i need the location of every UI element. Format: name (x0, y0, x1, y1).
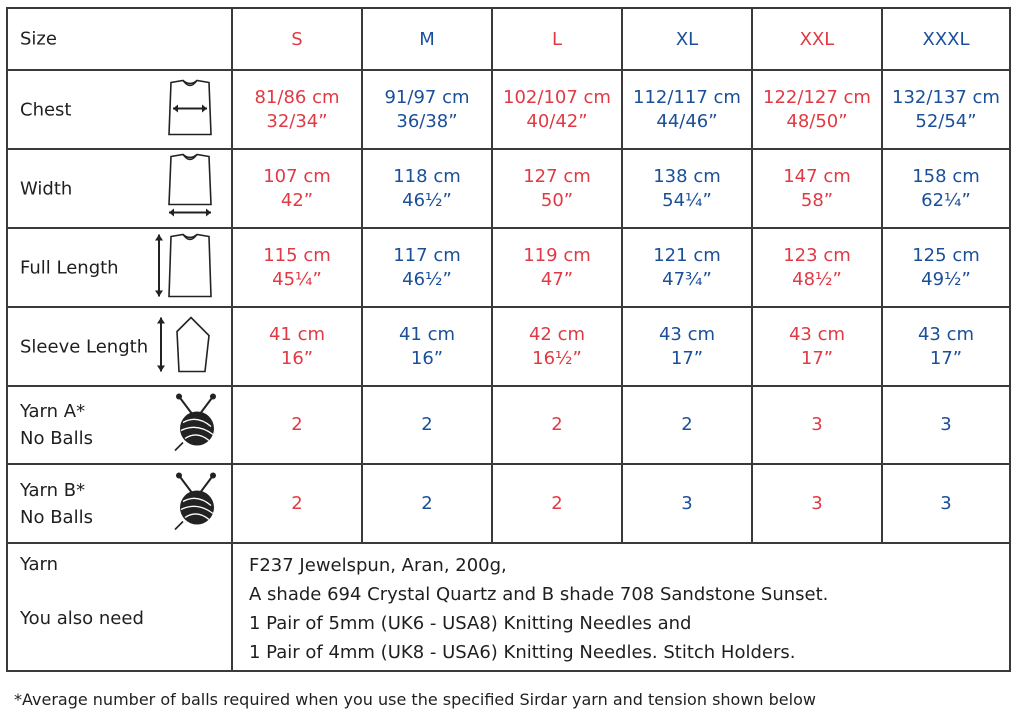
inch-value: 48/50” (786, 110, 848, 132)
sleeve-length-xxl (752, 307, 882, 386)
cm-value: 132/137 cm (892, 86, 1000, 108)
width-row (7, 149, 1010, 228)
yarn-info-label-cell (7, 543, 232, 671)
yarn-b-label: Yarn B* No Balls (20, 479, 93, 528)
inch-value: 42” (280, 189, 314, 211)
size-xxxl: XXXL (882, 8, 1010, 70)
cm-value: 122/127 cm (763, 86, 871, 108)
yarn-b-m: 2 (362, 464, 492, 543)
yarn-line: A shade 694 Crystal Quartz and B shade 708 Sandstone Sunset. (249, 584, 829, 605)
chest-s (232, 70, 362, 149)
cm-value: 102/107 cm (503, 86, 611, 108)
cm-value: 43 cm (917, 323, 975, 345)
yarn-ball-icon (173, 471, 219, 536)
sleeve-length-l (492, 307, 622, 386)
cm-value: 115 cm (263, 244, 331, 266)
width-label-cell (7, 149, 232, 228)
sleeve-measure-icon (153, 313, 219, 380)
size-s: S (232, 8, 362, 70)
cm-value: 121 cm (653, 244, 721, 266)
cm-value: 138 cm (653, 165, 721, 187)
chest-xl (622, 70, 752, 149)
chest-row (7, 70, 1010, 149)
chest-xxxl (882, 70, 1010, 149)
yarn-a-xxl: 3 (752, 386, 882, 464)
yarn-b-l: 2 (492, 464, 622, 543)
inch-value: 58” (800, 189, 834, 211)
inch-value: 46½” (402, 189, 452, 211)
size-xl: XL (622, 8, 752, 70)
full-length-l (492, 228, 622, 307)
inch-value: 17” (670, 347, 704, 369)
size-header-label: Size (20, 28, 57, 50)
inch-value: 45¼” (272, 268, 322, 290)
cm-value: 41 cm (398, 323, 456, 345)
yarn-b-xl: 3 (622, 464, 752, 543)
sleeve-length-label: Sleeve Length (20, 336, 149, 357)
full-length-xxxl (882, 228, 1010, 307)
yarn-label: Yarn (20, 554, 59, 575)
inch-value: 40/42” (526, 110, 588, 132)
needles-line: 1 Pair of 4mm (UK8 - USA6) Knitting Needles. Stitch Holders. (249, 642, 796, 663)
inch-value: 44/46” (656, 110, 718, 132)
cm-value: 125 cm (912, 244, 980, 266)
cm-value: 123 cm (783, 244, 851, 266)
width-s (232, 149, 362, 228)
width-xxl (752, 149, 882, 228)
footnote: *Average number of balls required when you use the specified Sirdar yarn and tension shown below (14, 690, 816, 709)
sleeve-length-m (362, 307, 492, 386)
cm-value: 119 cm (523, 244, 591, 266)
yarn-a-s: 2 (232, 386, 362, 464)
full-length-xxl (752, 228, 882, 307)
yarn-b-row (7, 464, 1010, 543)
inch-value: 47” (540, 268, 574, 290)
inch-value: 49½” (921, 268, 971, 290)
yarn-ball-icon (173, 393, 219, 458)
sleeve-length-xxxl (882, 307, 1010, 386)
cm-value: 42 cm (528, 323, 586, 345)
width-xxxl (882, 149, 1010, 228)
full-length-row (7, 228, 1010, 307)
yarn-a-label: Yarn A* No Balls (20, 401, 93, 449)
yarn-b-xxxl: 3 (882, 464, 1010, 543)
size-l: L (492, 8, 622, 70)
sleeve-length-xl (622, 307, 752, 386)
size-header-label-cell (7, 8, 232, 70)
full-length-xl (622, 228, 752, 307)
width-label: Width (20, 178, 73, 199)
yarn-a-m: 2 (362, 386, 492, 464)
cm-value: 81/86 cm (254, 86, 340, 108)
cm-value: 117 cm (393, 244, 461, 266)
inch-value: 48½” (792, 268, 842, 290)
inch-value: 52/54” (915, 110, 977, 132)
inch-value: 17” (800, 347, 834, 369)
size-header-row (7, 8, 1010, 70)
cm-value: 43 cm (788, 323, 846, 345)
sleeve-length-s (232, 307, 362, 386)
sleeve-length-row (7, 307, 1010, 386)
cm-value: 112/117 cm (633, 86, 741, 108)
chest-m (362, 70, 492, 149)
inch-value: 16½” (532, 347, 582, 369)
chest-l (492, 70, 622, 149)
size-m: M (362, 8, 492, 70)
length-measure-icon (153, 230, 219, 305)
cm-value: 41 cm (268, 323, 326, 345)
cm-value: 127 cm (523, 165, 591, 187)
inch-value: 16” (410, 347, 444, 369)
chest-label-cell (7, 70, 232, 149)
yarn-b-xxl: 3 (752, 464, 882, 543)
inch-value: 50” (540, 189, 574, 211)
sleeve-length-label-cell (7, 307, 232, 386)
full-length-s (232, 228, 362, 307)
full-length-label-cell (7, 228, 232, 307)
chest-measure-icon (161, 76, 219, 143)
cm-value: 91/97 cm (384, 86, 470, 108)
inch-value: 36/38” (396, 110, 458, 132)
width-xl (622, 149, 752, 228)
width-m (362, 149, 492, 228)
cm-value: 147 cm (783, 165, 851, 187)
yarn-b-label-cell (7, 464, 232, 543)
yarn-a-l: 2 (492, 386, 622, 464)
yarn-info-text (232, 543, 1010, 671)
width-measure-icon (161, 152, 219, 225)
yarn-a-xl: 2 (622, 386, 752, 464)
yarn-a-xxxl: 3 (882, 386, 1010, 464)
yarn-b-s: 2 (232, 464, 362, 543)
cm-value: 107 cm (263, 165, 331, 187)
size-xxl: XXL (752, 8, 882, 70)
yarn-a-label-cell (7, 386, 232, 464)
yarn-a-row (7, 386, 1010, 464)
full-length-label: Full Length (20, 257, 119, 278)
inch-value: 46½” (402, 268, 452, 290)
inch-value: 54¼” (662, 189, 712, 211)
needles-line: 1 Pair of 5mm (UK6 - USA8) Knitting Needles and (249, 613, 692, 634)
also-need-label: You also need (20, 608, 144, 629)
inch-value: 32/34” (266, 110, 328, 132)
cm-value: 118 cm (393, 165, 461, 187)
full-length-m (362, 228, 492, 307)
inch-value: 47¾” (662, 268, 712, 290)
width-l (492, 149, 622, 228)
chest-xxl (752, 70, 882, 149)
size-chart-table (6, 7, 1011, 672)
cm-value: 43 cm (658, 323, 716, 345)
inch-value: 16” (280, 347, 314, 369)
yarn-info-row (7, 543, 1010, 671)
inch-value: 17” (929, 347, 963, 369)
cm-value: 158 cm (912, 165, 980, 187)
inch-value: 62¼” (921, 189, 971, 211)
chest-label: Chest (20, 99, 72, 120)
yarn-line: F237 Jewelspun, Aran, 200g, (249, 555, 507, 576)
